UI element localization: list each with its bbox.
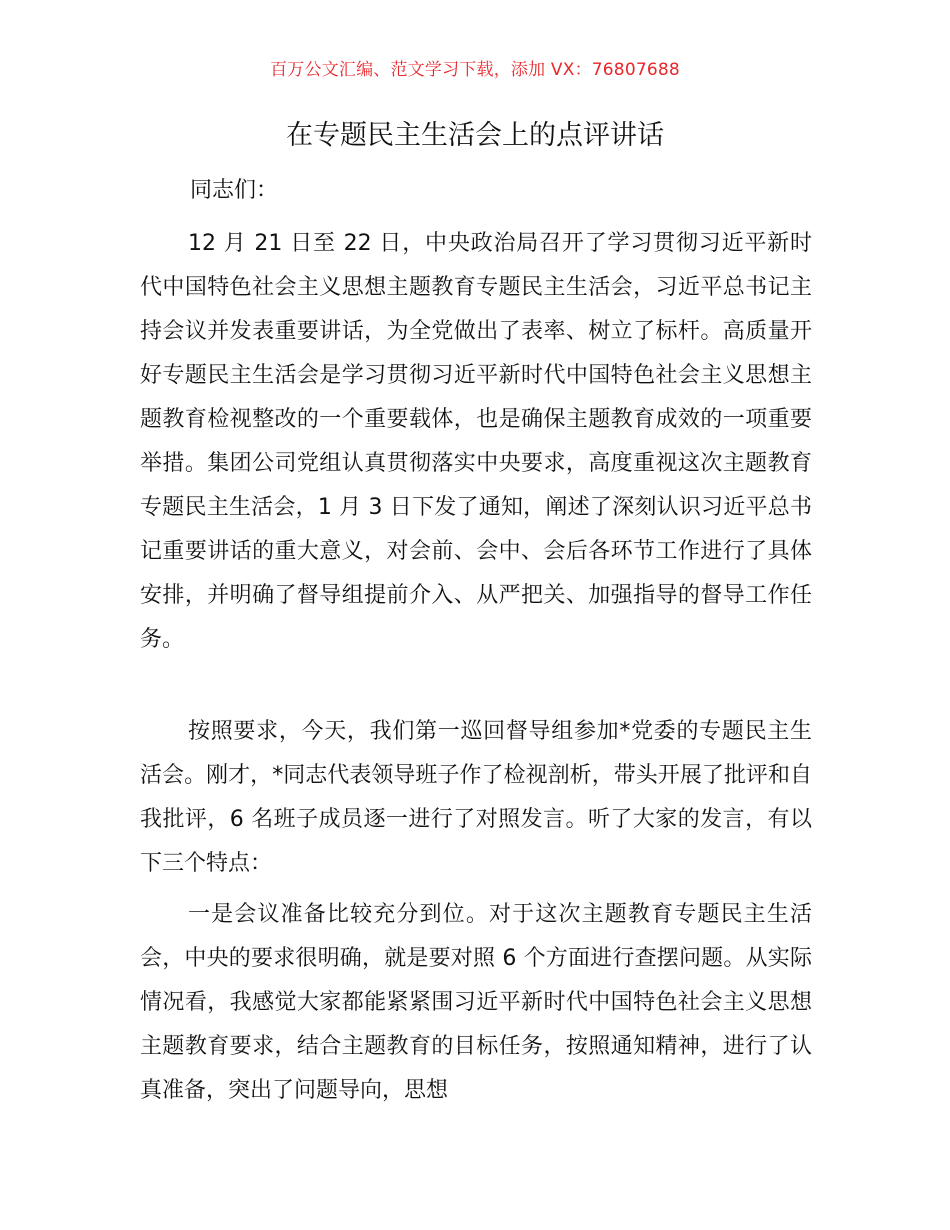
body-paragraph: 按照要求，今天，我们第一巡回督导组参加*党委的专题民主生活会。刚才，*同志代表领导班子作了检视剖析，带头开展了批评和自我批评，6 名班子成员逐一进行了对照发言。听了大家的发言，有以下三个特点： (140, 719, 812, 876)
salutation: 同志们： (190, 178, 279, 203)
body-paragraph: 12 月 21 日至 22 日，中央政治局召开了学习贯彻习近平新时代中国特色社会主义思想主题教育专题民主生活会，习近平总书记主持会议并发表重要讲话，为全党做出了表率、树立了标杆。高质量开好专题民主生活会是学习贯彻习近平新时代中国特色社会主义思想主题教育检视整改的一个重要载体，也是确保主题教育成效的一项重要举措。集团公司党组认真贯彻落实中央要求，高度重视这次主题教育专题民主生活会，1 月 3 日下发了通知，阐述了深刻认识习近平总书记重要讲话的重大意义，对会前、会中、会后各环节工作进行了具体安排，并明确了督导组提前介入、从严把关、加强指导的督导工作任务。 (140, 231, 812, 652)
header-banner: 百万公文汇编、范文学习下载，添加 VX：76807688 (270, 60, 680, 80)
body-paragraph: 一是会议准备比较充分到位。对于这次主题教育专题民主生活会，中央的要求很明确，就是要对照 6 个方面进行查摆问题。从实际情况看，我感觉大家都能紧紧围习近平新时代中国特色社会主义思想主题教育要求，结合主题教育的目标任务，按照通知精神，进行了认真准备，突出了问题导向，思想 (140, 902, 812, 1103)
document-title: 在专题民主生活会上的点评讲话 (286, 120, 664, 151)
